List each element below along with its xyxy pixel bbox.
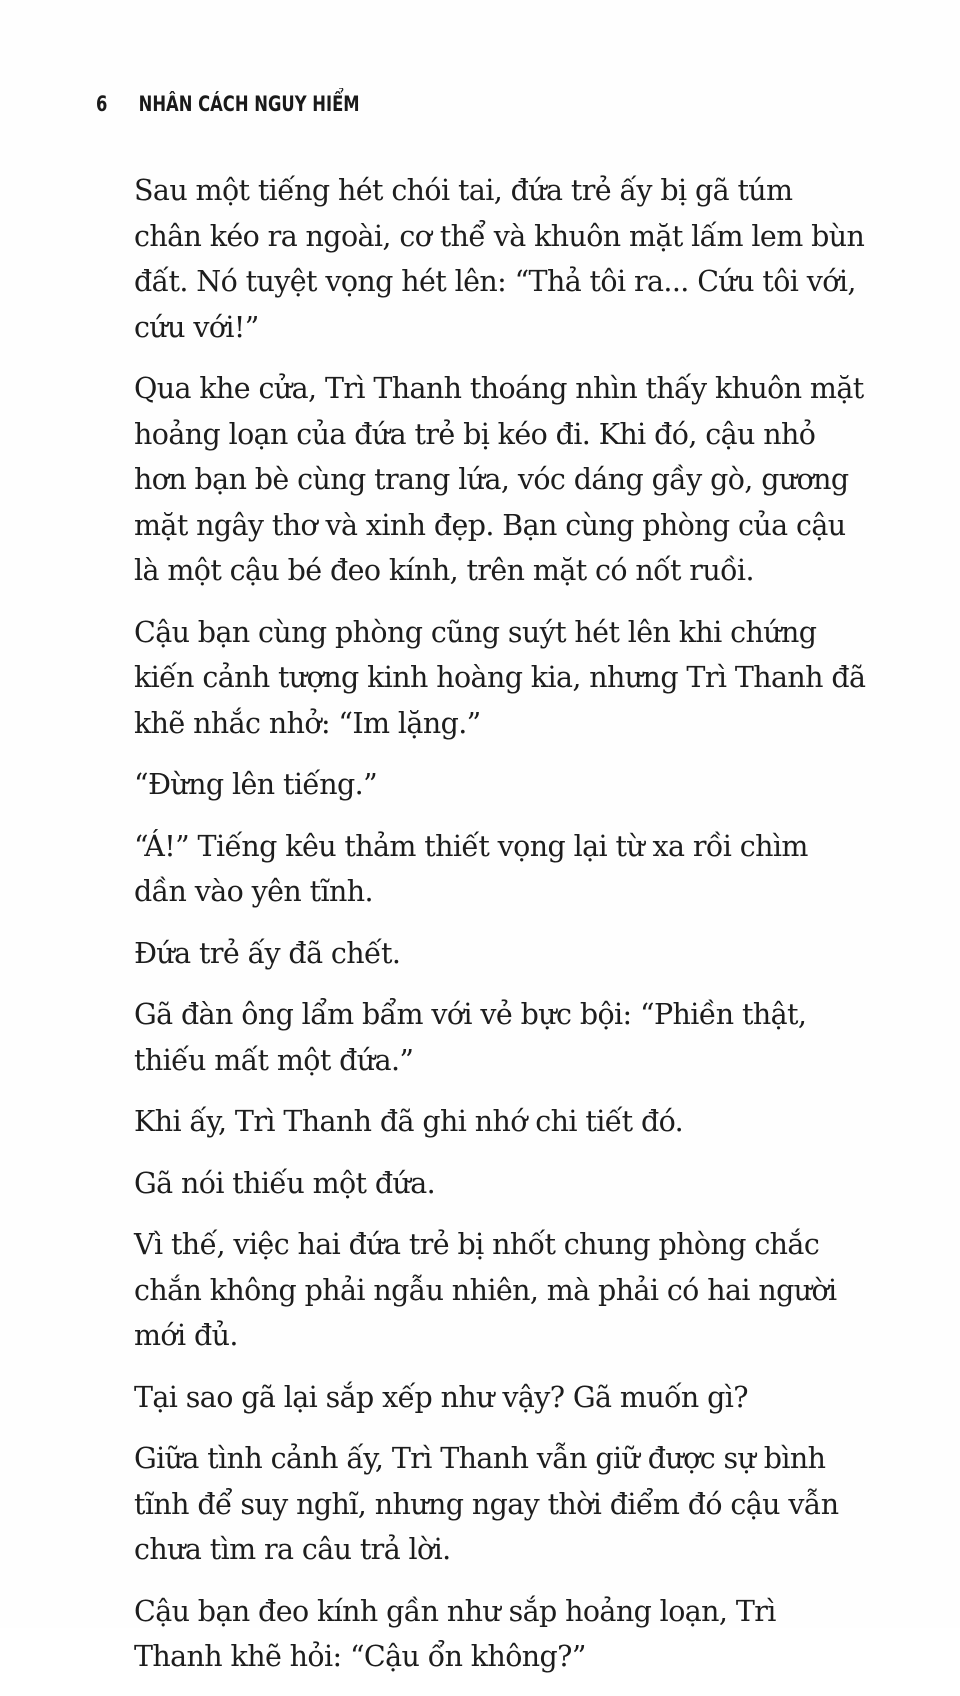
paragraph: “Đừng lên tiếng.” xyxy=(134,768,378,801)
book-title: NHÂN CÁCH NGUY HIỂM xyxy=(138,92,360,116)
body-text xyxy=(96,168,866,1696)
paragraph: Tại sao gã lại sắp xếp như vậy? Gã muốn gì? xyxy=(134,1380,748,1414)
paragraph: Cậu bạn đeo kính gần như sắp hoảng loạn, Trì Thanh khẽ hỏi: “Cậu ổn không?” xyxy=(134,1594,776,1673)
paragraph: Cậu bạn cùng phòng cũng suýt hét lên khi chứng kiến cảnh tượng kinh hoàng kia, nhưng Trì Thanh đã khẽ nhắc nhở: “Im lặng.” xyxy=(134,615,866,740)
paragraph: Gã đàn ông lẩm bẩm với vẻ bực bội: “Phiền thật, thiếu mất một đứa.” xyxy=(134,998,807,1077)
paragraph: Sau một tiếng hét chói tai, đứa trẻ ấy bị gã túm chân kéo ra ngoài, cơ thể và khuôn mặt lấm lem bùn đất. Nó tuyệt vọng hét lên: “Thả tôi ra... Cứu tôi với, cứu với!” xyxy=(134,174,865,344)
paragraph: Khi ấy, Trì Thanh đã ghi nhớ chi tiết đó. xyxy=(134,1105,684,1138)
paragraph: Qua khe cửa, Trì Thanh thoáng nhìn thấy khuôn mặt hoảng loạn của đứa trẻ bị kéo đi. Khi đó, cậu nhỏ hơn bạn bè cùng trang lứa, vóc dáng gầy gò, gương mặt ngây thơ và xinh đẹp. Bạn cùng phòng của cậu là một cậu bé đeo kính, trên mặt có nốt ruồi. xyxy=(134,372,864,587)
paragraph: Đứa trẻ ấy đã chết. xyxy=(134,936,401,970)
paragraph: Gã nói thiếu một đứa. xyxy=(134,1166,436,1200)
page-number: 6 xyxy=(96,92,108,116)
paragraph: Giữa tình cảnh ấy, Trì Thanh vẫn giữ được sự bình tĩnh để suy nghĩ, nhưng ngay thời điểm đó cậu vẫn chưa tìm ra câu trả lời. xyxy=(134,1442,839,1566)
paragraph: Vì thế, việc hai đứa trẻ bị nhốt chung phòng chắc chắn không phải ngẫu nhiên, mà phải có hai người mới đủ. xyxy=(134,1228,837,1352)
running-header xyxy=(96,84,360,124)
paragraph: “Á!” Tiếng kêu thảm thiết vọng lại từ xa rồi chìm dần vào yên tĩnh. xyxy=(134,829,808,908)
